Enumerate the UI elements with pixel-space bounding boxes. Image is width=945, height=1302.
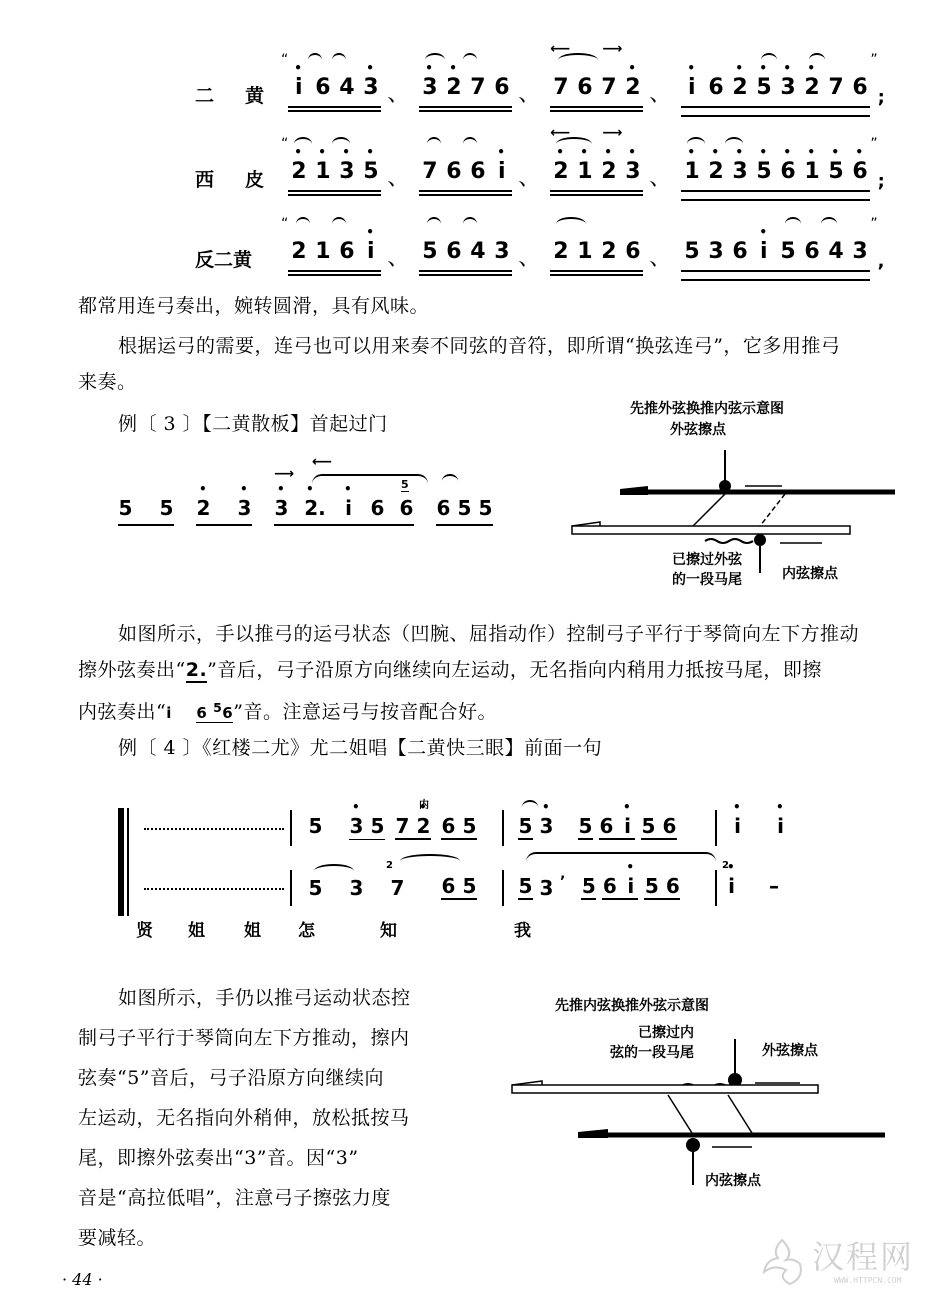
note-group: 5 3 6 • i 5 6 4 3 xyxy=(681,239,870,272)
watermark xyxy=(760,1232,940,1292)
note-group: • 2 • 1 • 3 • 5 xyxy=(288,159,381,192)
example-3-title: 例〔 3 〕【二黄散板】首起过门 xyxy=(118,413,388,435)
row-label: 反二黄 xyxy=(195,249,253,271)
example-4-score xyxy=(118,800,808,940)
rubbed-hair-label: 已擦过外弦 的一段马尾 xyxy=(672,552,742,588)
lower-measure-3: 2 • i – xyxy=(724,874,779,898)
notation-example-xipi: 西 皮 “ • 2 • 1 • 3 • 5 、 7 6 6 • i 、 ⟵ ⟶ • 2 • 1 • 2 • 3 、 • 1 • 2 • 3 • 5 • 6 • 1 • 5 • 6 ” ; xyxy=(195,132,885,192)
paragraph-summary: 都常用连弓奏出，婉转圆滑，具有风味。 xyxy=(78,295,430,317)
note-group: 5 6 4 3 xyxy=(419,239,512,272)
bow-diagram-svg xyxy=(500,995,890,1195)
paragraph-explanation-2: 如图所示，手仍以推弓运动状态控 制弓子平行于琴筒向左下方推动，擦内 弦奏“5”音后，弓子沿原方向继续向 左运动，无名指向外稍伸，放松抵按马 尾，即擦外弦奏出“3”音。因“3” 音是“高拉低唱”，注意弓子擦弦力度 要减轻。 xyxy=(78,987,411,1249)
page-number: · 44 · xyxy=(62,1270,103,1289)
notation-example-erhuang: 二 黄 “ • i 6 4 • 3 、 • 3 • 2 7 6 、 ⟵ ⟶ 7 6 7 • 2 、 • i 6 • 2 • 5 • 3 • 2 7 6 ” ; xyxy=(195,48,885,108)
row-label: 西 皮 xyxy=(195,169,271,191)
diagram-title: 先推外弦换推内弦示意图 xyxy=(630,401,784,417)
rest-dots-lower xyxy=(144,888,284,890)
upper-measure-3: • i • i xyxy=(730,814,788,838)
note-group: 2 1 2 6 xyxy=(550,239,643,272)
diagram-inner-to-outer xyxy=(500,995,890,1195)
note-group: 7 6 6 • i xyxy=(419,159,512,192)
row-label: 二 黄 xyxy=(195,85,271,107)
outer-point-label: 外弦擦点 xyxy=(762,1043,818,1059)
inner-point-label: 内弦擦点 xyxy=(782,566,838,582)
paragraph-bow-change-line2: 来奏。 xyxy=(78,371,137,393)
inner-point-label: 内弦擦点 xyxy=(705,1173,761,1189)
paragraph-explanation-1-line2: 擦外弦奏出“2.”音后，弓子沿原方向继续向左运动，无名指向内稍用力抵按马尾，即擦 xyxy=(78,659,822,681)
note-group: ⟵ ⟶ 7 6 7 • 2 xyxy=(550,75,643,108)
note-group: ⟵ ⟶ • 2 • 1 • 2 • 3 xyxy=(550,159,643,192)
paragraph-explanation-1-line3: 内弦奏出“i 6 $^5$6”音。注意运弓与按音配合好。 xyxy=(78,700,497,723)
rest-dots-upper xyxy=(144,828,284,830)
note-group: • i 6 4 • 3 xyxy=(288,75,381,108)
notation-example-fanerhuang: 反二黄 “ 2 1 6 • i 、 5 6 4 3 、 2 1 2 6 、 5 3 6 • i 5 6 4 3 ” , xyxy=(195,212,884,272)
note-group: 2 1 6 • i xyxy=(288,239,381,272)
note-group: • 3 • 2 7 6 xyxy=(419,75,512,108)
diagram-outer-to-inner xyxy=(560,398,900,590)
watermark-url: WWW.HTTPCN.COM xyxy=(834,1276,902,1285)
paragraph-explanation-1-line1: 如图所示，手以推弓的运弓状态（凹腕、屈指动作）控制弓子平行于琴筒向左下方推动 xyxy=(118,623,860,645)
lower-measure-2: 5 3 ’ 5 6 • i 5 6 xyxy=(518,874,680,900)
diagram-title: 先推内弦换推外弦示意图 xyxy=(555,998,709,1014)
system-bracket xyxy=(118,808,124,916)
outer-point-label: 外弦擦点 xyxy=(670,422,726,438)
lower-measure-1: 5 3 2 7 6 5 xyxy=(308,874,477,900)
lyrics: 贤 姐 姐 怎 知 我 xyxy=(136,921,531,941)
rubbed-hair-label: 已擦过内 弦的一段马尾 xyxy=(610,1025,694,1061)
upper-measure-2: 5 • 3 5 6 • i 5 6 xyxy=(518,814,677,840)
example-4-title: 例〔 4 〕《红楼二尤》尤二姐唱【二黄快三眼】前面一句 xyxy=(118,737,603,759)
watermark-name: 汉程网 xyxy=(812,1238,915,1276)
note-group: • i 6 • 2 • 5 • 3 • 2 7 6 xyxy=(681,75,870,108)
example-3-notation: 5 5 • 2 • 3 ⟶ ⟵ • 3 • 2. • i 6 5 6 6 5 5 xyxy=(118,496,493,526)
paragraph-bow-change-line1: 根据运弓的需要，连弓也可以用来奏不同弦的音符，即所谓“换弦连弓”，它多用推弓 xyxy=(118,335,841,357)
watermark-logo-icon xyxy=(760,1236,804,1286)
note-group: • 1 • 2 • 3 • 5 • 6 • 1 • 5 • 6 xyxy=(681,159,870,192)
upper-measure-1: 5 • 3 5 7 • 2 内 6 5 xyxy=(308,814,477,840)
